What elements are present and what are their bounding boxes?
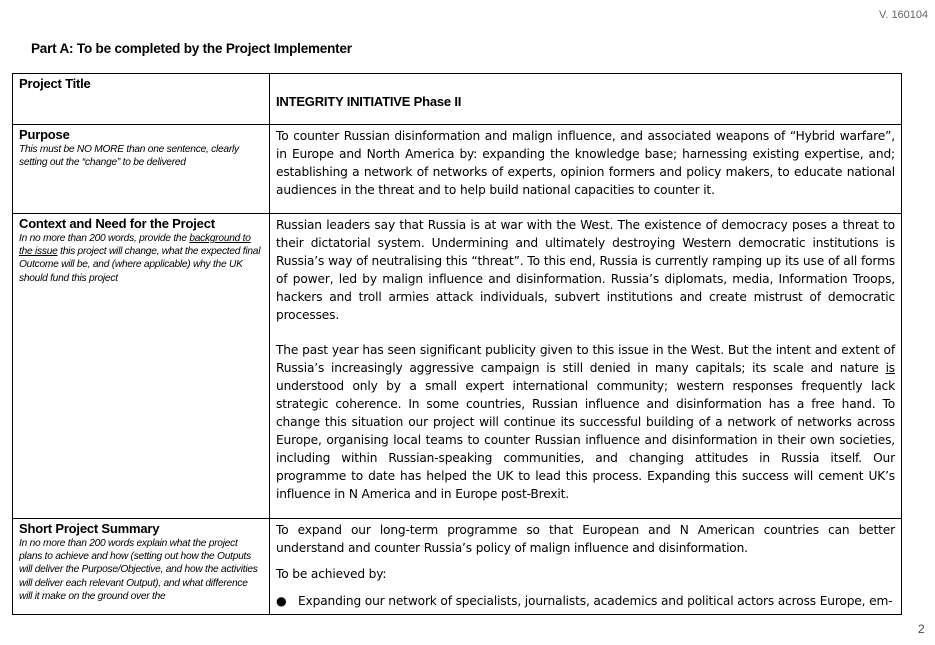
summary-instruction: In no more than 200 words explain what the project plans to achieve and how (setting out how the Outputs will deliver the Purpose/Objective, and how the activities will deliver each relevant Output), and what difference will it make on the ground over the bbox=[19, 538, 258, 602]
background-link-text: background to the issue bbox=[19, 233, 251, 258]
project-title-value: INTEGRITY INITIATIVE Phase II bbox=[276, 94, 462, 109]
row-project-title bbox=[13, 74, 902, 125]
purpose-instruction: This must be NO MORE than one sentence, clearly setting out the “change” to be delivered bbox=[19, 144, 239, 169]
instruction-text: this project will change, what the expected final Outcome will be, and (where applicable) why the UK should fund this project bbox=[19, 246, 261, 284]
value-cell bbox=[270, 214, 902, 519]
label-cell bbox=[13, 519, 270, 615]
version-label: V. 160104 bbox=[879, 9, 929, 21]
bullet-text: Expanding our network of specialists, journalists, academics and political actors across Europe, em- bbox=[298, 594, 893, 608]
context-label: Context and Need for the Project bbox=[19, 216, 215, 231]
paragraph-text: understood only by a small expert international community; western responses frequently lack strategic coherence. In some countries, Russian influence and disinformation has a free hand. To change this situation our project will continue its successful building of a network of networks across Europe, organising local teams to counter Russian influence and disinformation in their own societies, including within Russian-speaking communities, and changing attitudes in Russia itself. Our programme to date has helped the UK to lead this process. Expanding this success will cement UK’s influence in N America and in Europe post-Brexit. bbox=[276, 379, 895, 501]
value-cell bbox=[270, 74, 902, 125]
label-cell bbox=[13, 74, 270, 125]
bullet-item bbox=[276, 592, 895, 610]
summary-text: To expand our long-term programme so that European and N American countries can better understand and counter Russia’s policy of malign influence and disinformation. bbox=[276, 523, 895, 555]
context-paragraph-2 bbox=[276, 341, 895, 503]
context-instruction bbox=[19, 232, 263, 285]
project-title-label: Project Title bbox=[19, 76, 91, 91]
part-heading: Part A: To be completed by the Project Implementer bbox=[31, 41, 352, 56]
paragraph-text: The past year has seen significant publicity given to this issue in the West. But the intent and extent of Russia’s increasingly aggressive campaign is still denied in many capitals; its scale and nature bbox=[276, 343, 895, 375]
purpose-label: Purpose bbox=[19, 127, 70, 142]
purpose-text: To counter Russian disinformation and malign influence, and associated weapons of “Hybrid warfare”, in Europe and North America by: expanding the knowledge base; harnessing existing expertise, and; establishing a network of networks of experts, opinion formers and policy makers, to educate national audiences in the threat and to help build national capacities to counter it. bbox=[276, 129, 895, 197]
summary-label: Short Project Summary bbox=[19, 521, 160, 536]
context-paragraph-1: Russian leaders say that Russia is at war with the West. The existence of democracy poses a threat to their dictatorial system. Undermining and ultimately destroying Western democratic institutions is Russia’s way of neutralising this “threat”. To this end, Russia is currently ramping up its use of all forms of power, led by malign influence and disinformation. Russia’s diplomats, media, Information Troops, hackers and troll armies attack individuals, subvert institutions and create mistrust of democratic processes. bbox=[276, 218, 895, 322]
instruction-text: In no more than 200 words, provide the bbox=[19, 233, 190, 244]
row-context bbox=[13, 214, 902, 519]
value-cell bbox=[270, 519, 902, 615]
underlined-word: is bbox=[885, 361, 895, 375]
achieved-by-label: To be achieved by: bbox=[276, 567, 387, 581]
row-purpose bbox=[13, 125, 902, 214]
page-number: 2 bbox=[918, 622, 925, 636]
label-cell bbox=[13, 125, 270, 214]
project-form-table bbox=[12, 73, 902, 615]
label-cell bbox=[13, 214, 270, 519]
value-cell bbox=[270, 125, 902, 214]
row-summary bbox=[13, 519, 902, 615]
bullet-icon: ● bbox=[276, 594, 287, 608]
